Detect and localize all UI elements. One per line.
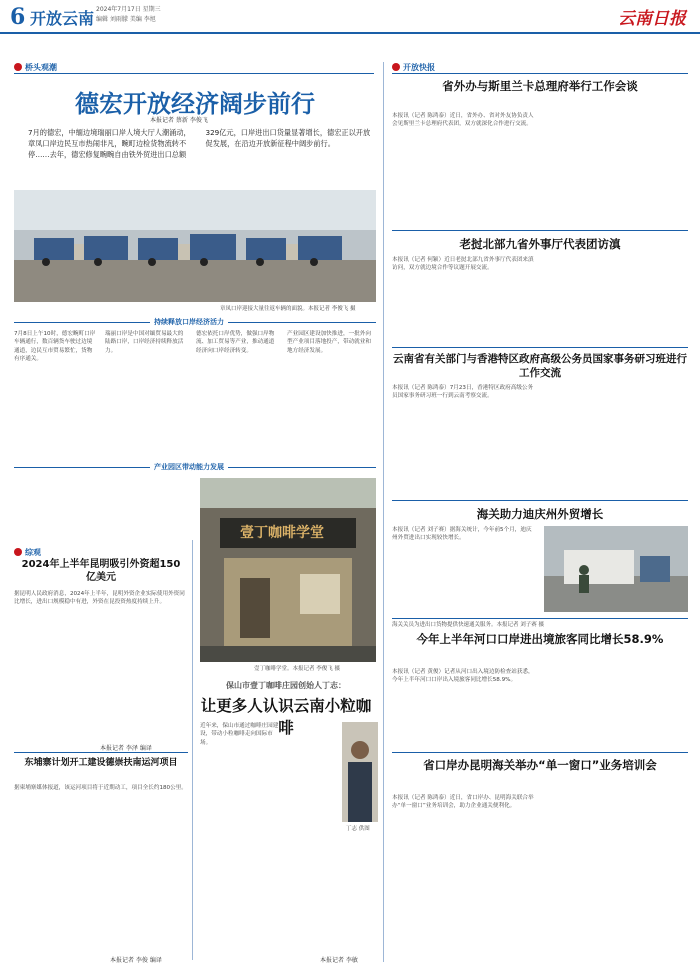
divider xyxy=(392,618,688,619)
coffee-shop-photo xyxy=(200,478,376,662)
divider xyxy=(383,62,384,962)
article-6-headline: 省口岸办昆明海关举办“单一窗口”业务培训会 xyxy=(423,758,657,772)
article-1-headline: 省外办与斯里兰卡总理府举行工作会谈 xyxy=(442,79,638,93)
subhead-industrial-park: 产业园区带动能力发展 xyxy=(150,462,228,472)
article-column-5 xyxy=(14,478,96,538)
article-5-text-2 xyxy=(544,668,688,746)
divider xyxy=(14,752,188,753)
box-tag: 综观 xyxy=(14,547,41,558)
divider xyxy=(392,500,688,501)
coffee-text-1: 近年来，保山市通过咖啡庄园建设，带动小粒咖啡走向国际市场。 xyxy=(200,723,279,746)
trucks-photo-caption: 章凤口岸迎接大量往返车辆的面貌。本报记者 李俊飞 摄 xyxy=(220,306,356,312)
coffee-shop-illustration xyxy=(200,478,376,662)
divider xyxy=(392,752,688,753)
coffee-text-3 xyxy=(288,832,378,952)
column-tag: 桥头观潮 xyxy=(14,62,57,73)
article-column-2: 瑞丽口岸是中国对缅贸易最大的陆路口岸，口岸经济持续释放活力。 xyxy=(105,331,184,354)
newspaper-logo: 云南日报 xyxy=(618,9,686,29)
article-column-6 xyxy=(105,478,187,538)
tag-dot-icon xyxy=(14,63,22,71)
coffee-byline: 本报记者 李敏 xyxy=(320,957,358,964)
divider xyxy=(14,73,374,74)
article-1-text-2 xyxy=(544,112,688,224)
customs-photo xyxy=(544,526,688,612)
box-headline: 2024年上半年昆明吸引外资超150亿美元 xyxy=(21,559,181,583)
article-4-text: 本报讯（记者 刘子赛）据海关统计，今年前5个月，迪庆州外贸进出口实现较快增长。 xyxy=(392,527,532,542)
canal-headline: 东埔寨计划开工建设德崇扶南运河项目 xyxy=(24,758,178,768)
coffee-kicker: 保山市壹丁咖啡庄园创始人丁志： xyxy=(226,681,346,690)
article-column-4: 产业园区建设加快推进，一批外向型产业项目落地投产，带动就业和地方经济发展。 xyxy=(287,331,371,354)
customs-illustration xyxy=(544,526,688,612)
divider xyxy=(392,230,688,231)
tag-dot-icon xyxy=(392,63,400,71)
tag-dot-icon xyxy=(14,548,22,556)
right-tag: 开放快报 xyxy=(392,62,435,73)
trucks-photo xyxy=(14,190,376,302)
article-6-text: 本报讯（记者 陈鸿泰）近日，省口岸办、昆明海关联合举办“单一窗口”业务培训会，助力企业通关便利化。 xyxy=(392,795,534,810)
page-header xyxy=(0,0,700,34)
trucks-illustration xyxy=(14,190,376,302)
article-4-headline: 海关助力迪庆州外贸增长 xyxy=(476,507,604,521)
divider xyxy=(392,347,688,348)
editor-line: 编辑 刘雨朦 美编 李旭 xyxy=(96,16,156,23)
shop-sign-text: 壹丁咖啡学堂 xyxy=(240,525,324,541)
article-2-text-2 xyxy=(544,256,688,342)
canal-text: 据柬埔寨媒体报道，该运河项目将于近期动工，项目全长约180公里。 xyxy=(14,785,187,791)
article-3-headline: 云南省有关部门与香港特区政府高级公务员国家事务研习班进行工作交流 xyxy=(393,353,687,379)
canal-byline: 本报记者 李俊 编译 xyxy=(110,957,162,964)
box-text: 据昆明人民政府消息，2024年上半年，昆明外资企业实际使用外资同比增长，进出口规模稳中有进，外资在昆投资热度持续上升。 xyxy=(14,591,185,606)
customs-photo-caption: 海关关员为进出口货物提供快速通关服务。本报记者 刘子赛 摄 xyxy=(392,622,544,628)
article-1-text: 本报讯（记者 陈鸿泰）近日，省外办、省对外友协负责人会见斯里兰卡总理府代表团，双方就深化合作进行交流。 xyxy=(392,113,534,128)
page-number: 6 xyxy=(10,4,26,30)
portrait-photo xyxy=(342,722,378,822)
portrait-illustration xyxy=(342,722,378,822)
article-3-text-2 xyxy=(544,384,688,494)
main-byline: 本报记者 蔡新 李俊飞 xyxy=(150,117,208,124)
article-3-text: 本报讯（记者 陈鸿泰）7月23日，香港特区政府高级公务员国家事务研习班一行到云南考察交流。 xyxy=(392,385,534,400)
coffee-headline: 让更多人认识云南小粒咖啡 xyxy=(200,697,372,737)
box-byline: 本报记者 李泽 编译 xyxy=(100,745,152,752)
article-5-headline: 今年上半年河口口岸进出境旅客同比增长58.9% xyxy=(416,632,664,646)
coffee-shop-caption: 壹丁咖啡学堂。本报记者 李俊飞 摄 xyxy=(254,666,340,672)
divider xyxy=(192,540,193,960)
article-6-text-2 xyxy=(544,794,688,954)
main-intro: 7月的德宏，中缅边境瑞丽口岸人境大厅人潮涌动，章凤口岸边民互市热闹非凡，畹町边检货物流转不停……去年，德宏修复畹畹自由铁外贸进出口总额329亿元，口岸进出口货量显著增长，德宏正以开放促发展，在沿边开放新征程中阔步前行。 xyxy=(28,128,371,159)
portrait-caption: 丁志 供图 xyxy=(346,826,370,832)
section-title: 开放云南 xyxy=(30,9,95,28)
article-column-1: 7月8日上午10时，德宏畹町口岸车辆通行，数百辆货车驶过边境通道，边民互市贸易繁忙，货物有序通关。 xyxy=(14,331,96,362)
article-5-text: 本报讯（记者 黄俊）记者从河口出入境边防检查站获悉，今年上半年河口口岸出入境旅客同比增长58.9%。 xyxy=(392,669,534,684)
subhead-port-economy: 持续释放口岸经济活力 xyxy=(150,317,228,327)
article-2-text: 本报讯（记者 何颖）近日老挝北部九省外事厅代表团来滇访问，双方就边境合作等议题开展交流。 xyxy=(392,257,534,272)
divider xyxy=(392,73,688,74)
main-headline: 德宏开放经济阔步前行 xyxy=(75,90,315,118)
date-line: 2024年7月17日 星期三 xyxy=(96,6,161,13)
article-2-headline: 老挝北部九省外事厅代表团访滇 xyxy=(459,237,621,251)
article-column-3: 德宏依托口岸优势，做强口岸物流、加工贸易等产业，推动通道经济向口岸经济转变。 xyxy=(196,331,275,354)
coffee-text-2 xyxy=(288,722,338,817)
